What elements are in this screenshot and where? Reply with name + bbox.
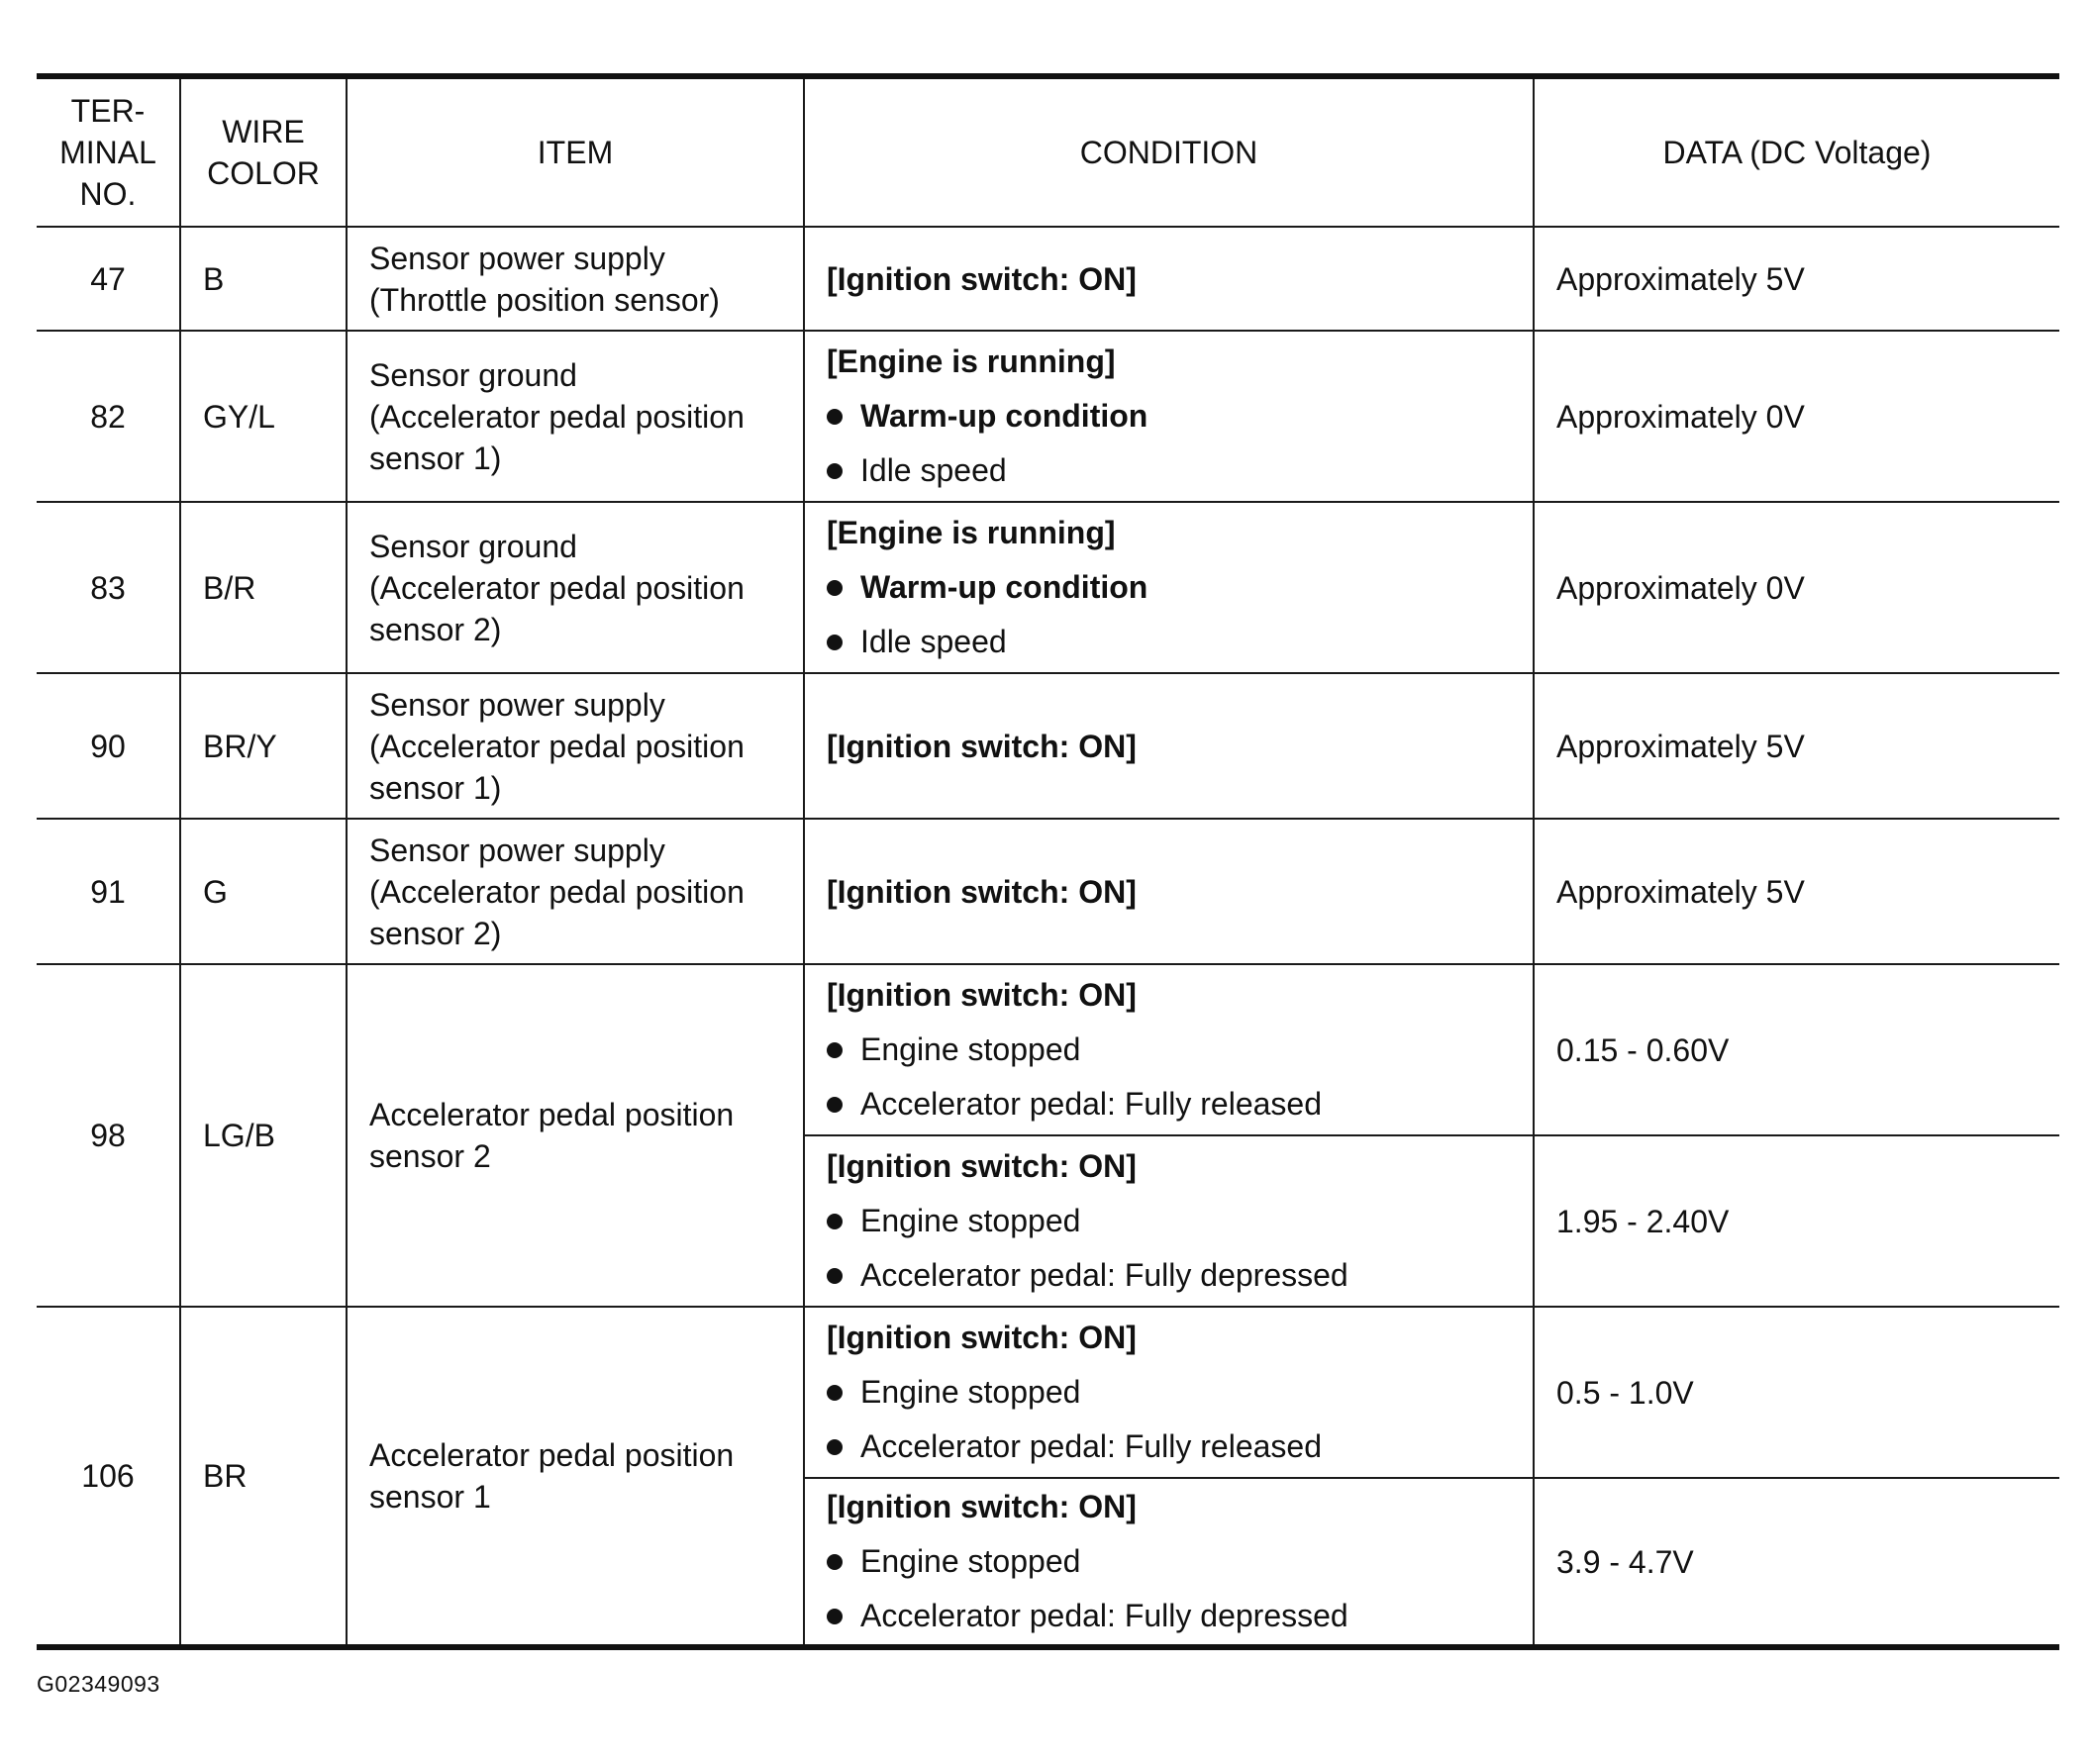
terminal-no: 82 bbox=[37, 331, 180, 502]
condition-heading: [Ignition switch: ON] bbox=[827, 1320, 1137, 1355]
bullet-icon bbox=[827, 1097, 843, 1113]
condition-bullet: Warm-up condition bbox=[827, 389, 1533, 443]
wire-color: BR bbox=[180, 1307, 347, 1647]
data-value: 0.5 - 1.0V bbox=[1534, 1307, 2059, 1478]
terminal-no: 98 bbox=[37, 964, 180, 1307]
item: Accelerator pedal position sensor 1 bbox=[347, 1307, 804, 1647]
terminal-data-table bbox=[37, 73, 2059, 1650]
table-row bbox=[37, 1307, 2059, 1478]
condition-heading: [Ignition switch: ON] bbox=[827, 1148, 1137, 1184]
data-value: 0.15 - 0.60V bbox=[1534, 964, 2059, 1135]
header-data: DATA (DC Voltage) bbox=[1534, 76, 2059, 227]
condition bbox=[804, 819, 1534, 964]
table-row bbox=[37, 502, 2059, 673]
condition-bullet: Engine stopped bbox=[827, 1023, 1533, 1077]
data-value: Approximately 5V bbox=[1534, 227, 2059, 331]
condition-bullet: Engine stopped bbox=[827, 1534, 1533, 1589]
condition bbox=[804, 502, 1534, 673]
bullet-icon bbox=[827, 1609, 843, 1624]
condition-bullet: Idle speed bbox=[827, 615, 1533, 669]
table-row bbox=[37, 673, 2059, 819]
item: Sensor ground (Accelerator pedal position sensor 2) bbox=[347, 502, 804, 673]
condition-bullet: Accelerator pedal: Fully depressed bbox=[827, 1248, 1533, 1303]
condition bbox=[804, 227, 1534, 331]
condition bbox=[804, 673, 1534, 819]
table-row bbox=[37, 331, 2059, 502]
bullet-icon bbox=[827, 409, 843, 425]
header-wire-color: WIRE COLOR bbox=[180, 76, 347, 227]
data-value: Approximately 0V bbox=[1534, 502, 2059, 673]
condition-bullet: Warm-up condition bbox=[827, 560, 1533, 615]
table-row bbox=[37, 819, 2059, 964]
data-value: 3.9 - 4.7V bbox=[1534, 1478, 2059, 1647]
data-value: Approximately 5V bbox=[1534, 819, 2059, 964]
figure-code: G02349093 bbox=[37, 1671, 160, 1697]
bullet-icon bbox=[827, 1042, 843, 1058]
wire-color: BR/Y bbox=[180, 673, 347, 819]
wire-color: B bbox=[180, 227, 347, 331]
condition-heading: [Ignition switch: ON] bbox=[827, 1489, 1137, 1524]
table-row bbox=[37, 964, 2059, 1135]
bullet-icon bbox=[827, 1268, 843, 1284]
item: Sensor power supply (Accelerator pedal position sensor 2) bbox=[347, 819, 804, 964]
condition-heading: [Ignition switch: ON] bbox=[827, 728, 1137, 764]
wire-color: LG/B bbox=[180, 964, 347, 1307]
bullet-icon bbox=[827, 635, 843, 650]
data-value: 1.95 - 2.40V bbox=[1534, 1135, 2059, 1307]
header-item: ITEM bbox=[347, 76, 804, 227]
terminal-no: 106 bbox=[37, 1307, 180, 1647]
header-terminal-no: TER- MINAL NO. bbox=[37, 76, 180, 227]
condition-heading: [Ignition switch: ON] bbox=[827, 260, 1137, 297]
item: Sensor power supply (Throttle position sensor) bbox=[347, 227, 804, 331]
table-row bbox=[37, 227, 2059, 331]
terminal-no: 83 bbox=[37, 502, 180, 673]
bullet-icon bbox=[827, 1439, 843, 1455]
bullet-icon bbox=[827, 463, 843, 479]
condition-bullet: Engine stopped bbox=[827, 1194, 1533, 1248]
condition-bullet: Engine stopped bbox=[827, 1365, 1533, 1420]
condition-bullet: Idle speed bbox=[827, 443, 1533, 498]
item: Sensor power supply (Accelerator pedal position sensor 1) bbox=[347, 673, 804, 819]
data-value: Approximately 0V bbox=[1534, 331, 2059, 502]
wire-color: B/R bbox=[180, 502, 347, 673]
terminal-no: 47 bbox=[37, 227, 180, 331]
condition bbox=[804, 1478, 1534, 1647]
terminal-no: 90 bbox=[37, 673, 180, 819]
terminal-no: 91 bbox=[37, 819, 180, 964]
bullet-icon bbox=[827, 1214, 843, 1229]
condition bbox=[804, 331, 1534, 502]
item: Accelerator pedal position sensor 2 bbox=[347, 964, 804, 1307]
condition bbox=[804, 1135, 1534, 1307]
header-row bbox=[37, 76, 2059, 227]
condition-heading: [Engine is running] bbox=[827, 515, 1116, 550]
header-condition: CONDITION bbox=[804, 76, 1534, 227]
condition-bullet: Accelerator pedal: Fully depressed bbox=[827, 1589, 1533, 1643]
wire-color: G bbox=[180, 819, 347, 964]
condition bbox=[804, 1307, 1534, 1478]
condition bbox=[804, 964, 1534, 1135]
condition-bullet: Accelerator pedal: Fully released bbox=[827, 1420, 1533, 1474]
condition-bullet: Accelerator pedal: Fully released bbox=[827, 1077, 1533, 1131]
bullet-icon bbox=[827, 580, 843, 596]
data-value: Approximately 5V bbox=[1534, 673, 2059, 819]
wire-color: GY/L bbox=[180, 331, 347, 502]
bullet-icon bbox=[827, 1385, 843, 1401]
condition-heading: [Ignition switch: ON] bbox=[827, 873, 1137, 910]
item: Sensor ground (Accelerator pedal position sensor 1) bbox=[347, 331, 804, 502]
condition-heading: [Engine is running] bbox=[827, 343, 1116, 379]
bullet-icon bbox=[827, 1554, 843, 1570]
condition-heading: [Ignition switch: ON] bbox=[827, 977, 1137, 1013]
